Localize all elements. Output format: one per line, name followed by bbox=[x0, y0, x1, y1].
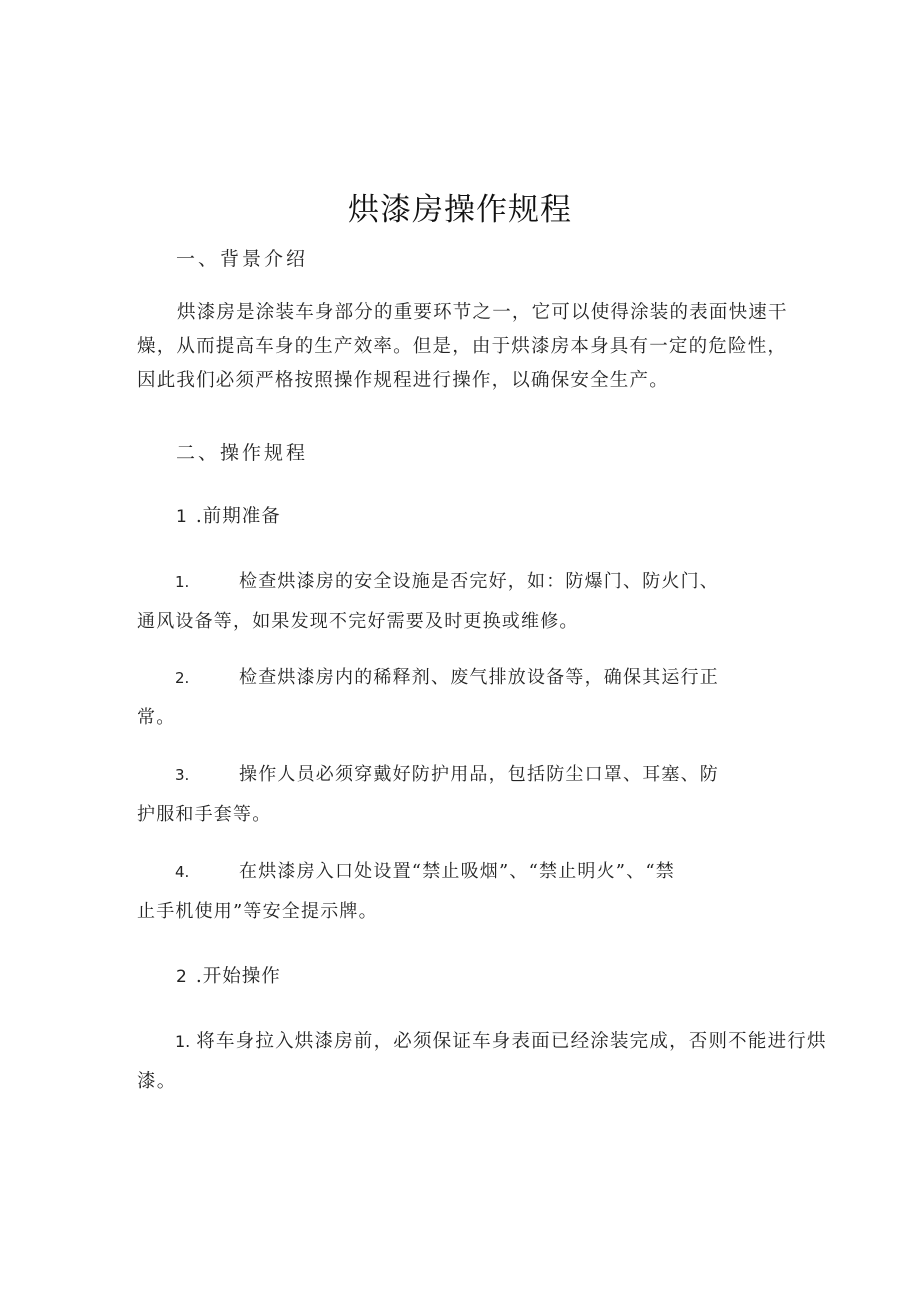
list-item bbox=[137, 658, 717, 738]
list-item-text-continued: 通风设备等，如果发现不完好需要及时更换或维修。 bbox=[137, 611, 579, 632]
list-item-text-continued: 护服和手套等。 bbox=[137, 804, 272, 825]
subsection-label: .前期准备 bbox=[195, 506, 281, 527]
list-item-number: 2. bbox=[175, 669, 190, 687]
subsection-heading-preparation bbox=[176, 502, 281, 528]
section-heading-background: 一、背景介绍 bbox=[176, 248, 309, 270]
list-item-number: 4. bbox=[175, 863, 190, 881]
section-heading-procedures: 二、操作规程 bbox=[176, 442, 309, 464]
list-item-number: 1. bbox=[175, 573, 190, 591]
list-item bbox=[137, 852, 717, 932]
list-item-text: 操作人员必须穿戴好防护用品，包括防尘口罩、耳塞、防 bbox=[239, 764, 719, 785]
subsection-number: 1 bbox=[176, 507, 188, 527]
list-item bbox=[137, 1022, 827, 1102]
list-item-text-continued: 漆。 bbox=[137, 1071, 177, 1092]
subsection-heading-start-operation bbox=[176, 962, 281, 988]
list-item-text: 检查烘漆房的安全设施是否完好，如：防爆门、防火门、 bbox=[239, 571, 719, 592]
subsection-label: .开始操作 bbox=[195, 966, 281, 987]
list-item-text: 将车身拉入烘漆房前，必须保证车身表面已经涂装完成，否则不能进行烘 bbox=[196, 1031, 827, 1052]
subsection-number: 2 bbox=[176, 967, 188, 987]
list-item bbox=[137, 755, 717, 835]
list-item-number: 3. bbox=[175, 766, 190, 784]
list-item-text: 在烘漆房入口处设置“禁止吸烟”、“禁止明火”、“禁 bbox=[239, 861, 676, 882]
list-item-text: 检查烘漆房内的稀释剂、废气排放设备等，确保其运行正 bbox=[239, 667, 719, 688]
document-title: 烘漆房操作规程 bbox=[348, 192, 572, 228]
list-item bbox=[137, 562, 717, 642]
list-item-number: 1. bbox=[175, 1032, 191, 1051]
list-item-text-continued: 止手机使用”等安全提示牌。 bbox=[137, 901, 378, 922]
list-item-text-continued: 常。 bbox=[137, 707, 176, 728]
background-paragraph: 烘漆房是涂装车身部分的重要环节之一，它可以使得涂装的表面快速干燥，从而提高车身的生产效率。但是，由于烘漆房本身具有一定的危险性，因此我们必须严格按照操作规程进行操作，以确保安全生产。 bbox=[137, 302, 788, 391]
